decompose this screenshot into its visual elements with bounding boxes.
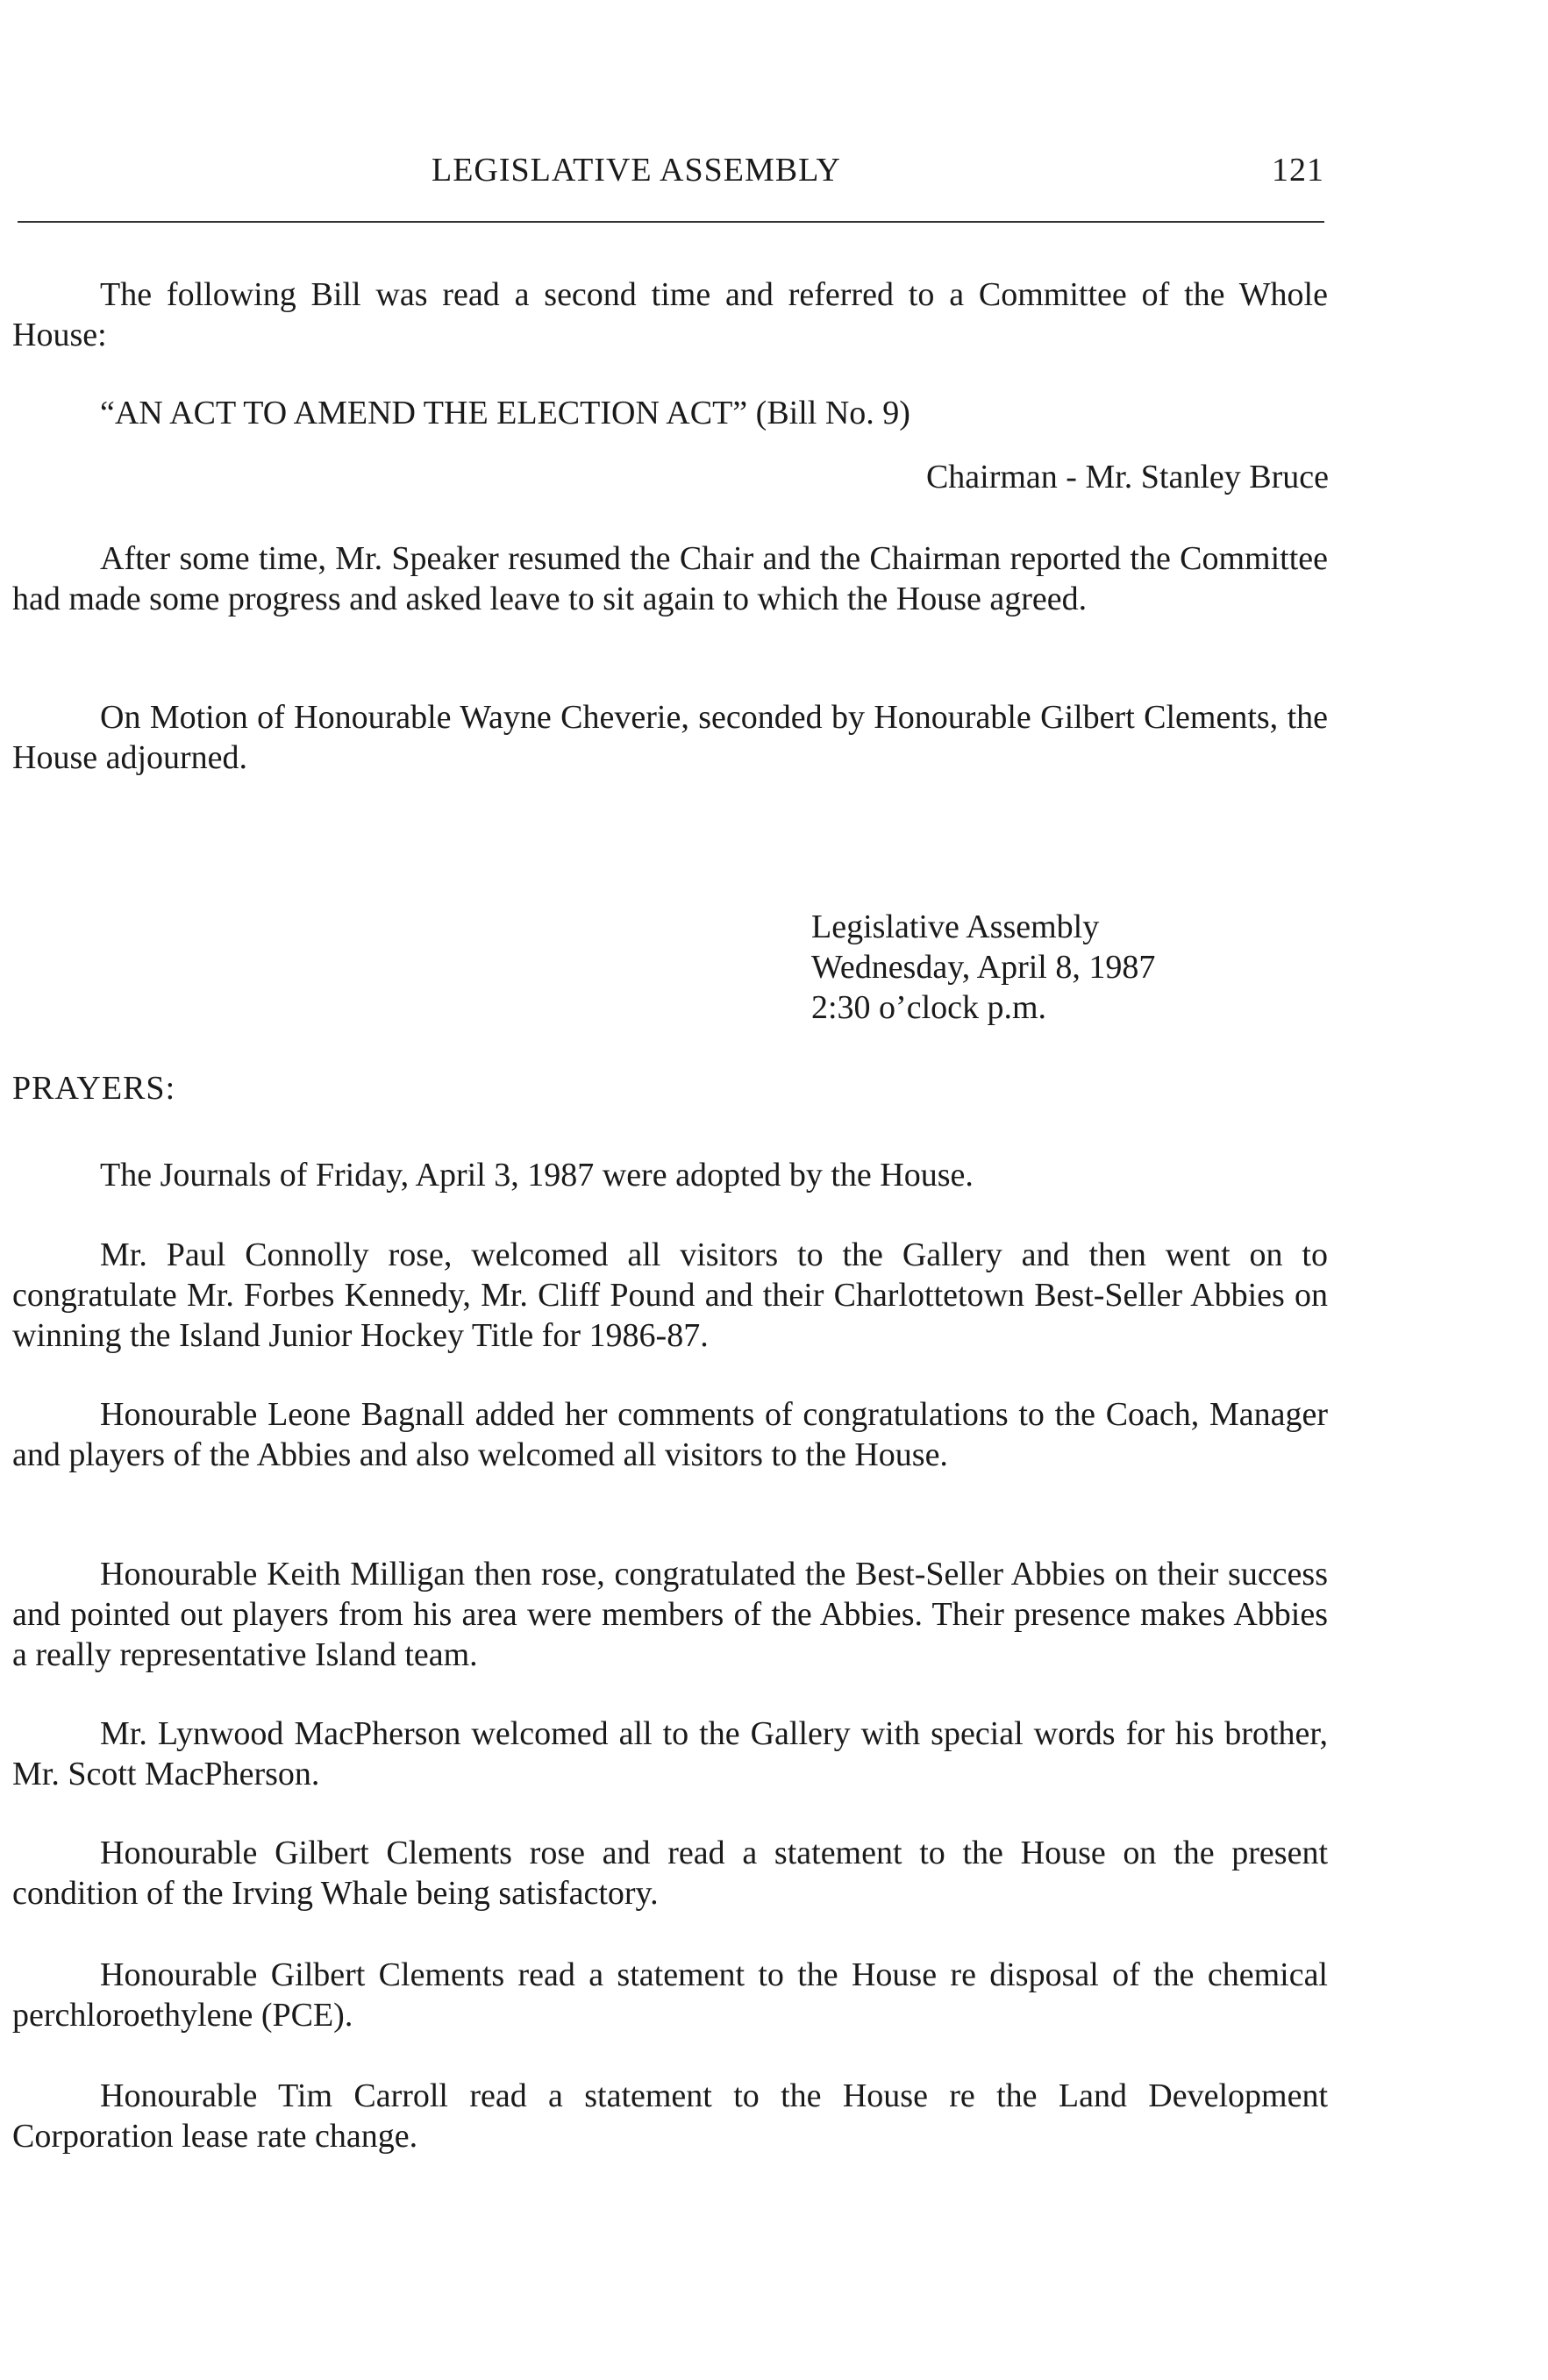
paragraph-carroll: Honourable Tim Carroll read a statement to the House re the Land Development Corporation lease rate change. — [12, 2077, 1328, 2155]
prayers-heading: PRAYERS: — [12, 1070, 176, 1107]
sitting-date: Wednesday, April 8, 1987 — [811, 949, 1156, 986]
paragraph-macpherson: Mr. Lynwood MacPherson welcomed all to the Gallery with special words for his brother, Mr. Scott MacPherson. — [12, 1715, 1328, 1792]
paragraph-adjournment: On Motion of Honourable Wayne Cheverie, seconded by Honourable Gilbert Clements, the House adjourned. — [12, 699, 1328, 776]
page-title: LEGISLATIVE ASSEMBLY — [432, 152, 841, 189]
sitting-place: Legislative Assembly — [811, 909, 1100, 945]
header-divider — [18, 221, 1324, 223]
paragraph-bagnall: Honourable Leone Bagnall added her comments of congratulations to the Coach, Manager and players of the Abbies and also welcomed all visitors to the House. — [12, 1396, 1328, 1473]
paragraph-committee-report: After some time, Mr. Speaker resumed the Chair and the Chairman reported the Committee had made some progress and asked leave to sit again to which the House agreed. — [12, 540, 1328, 617]
page-header — [18, 151, 1324, 195]
paragraph-journals: The Journals of Friday, April 3, 1987 were adopted by the House. — [100, 1157, 974, 1194]
paragraph-bill-referral: The following Bill was read a second time and referred to a Committee of the Whole House: — [12, 276, 1328, 353]
page-number: 121 — [1272, 152, 1324, 189]
sitting-time: 2:30 o’clock p.m. — [811, 989, 1047, 1026]
committee-chairman: Chairman - Mr. Stanley Bruce — [925, 459, 1329, 495]
paragraph-clements-whale: Honourable Gilbert Clements rose and read a statement to the House on the present condition of the Irving Whale being satisfactory. — [12, 1835, 1328, 1912]
bill-title: “AN ACT TO AMEND THE ELECTION ACT” (Bill No. 9) — [100, 395, 910, 431]
sitting-date-block — [811, 907, 1155, 1028]
paragraph-clements-pce: Honourable Gilbert Clements read a statement to the House re disposal of the chemical perchloroethylene (PCE). — [12, 1956, 1328, 2034]
paragraph-connolly: Mr. Paul Connolly rose, welcomed all visitors to the Gallery and then went on to congratulate Mr. Forbes Kennedy, Mr. Cliff Pound and their Charlottetown Best-Seller Abbies on winning the Island Junior Hockey Title for 1986-87. — [12, 1236, 1328, 1354]
paragraph-milligan: Honourable Keith Milligan then rose, congratulated the Best-Seller Abbies on their success and pointed out players from his area were members of the Abbies. Their presence makes Abbies a really representative Island team. — [12, 1556, 1328, 1673]
